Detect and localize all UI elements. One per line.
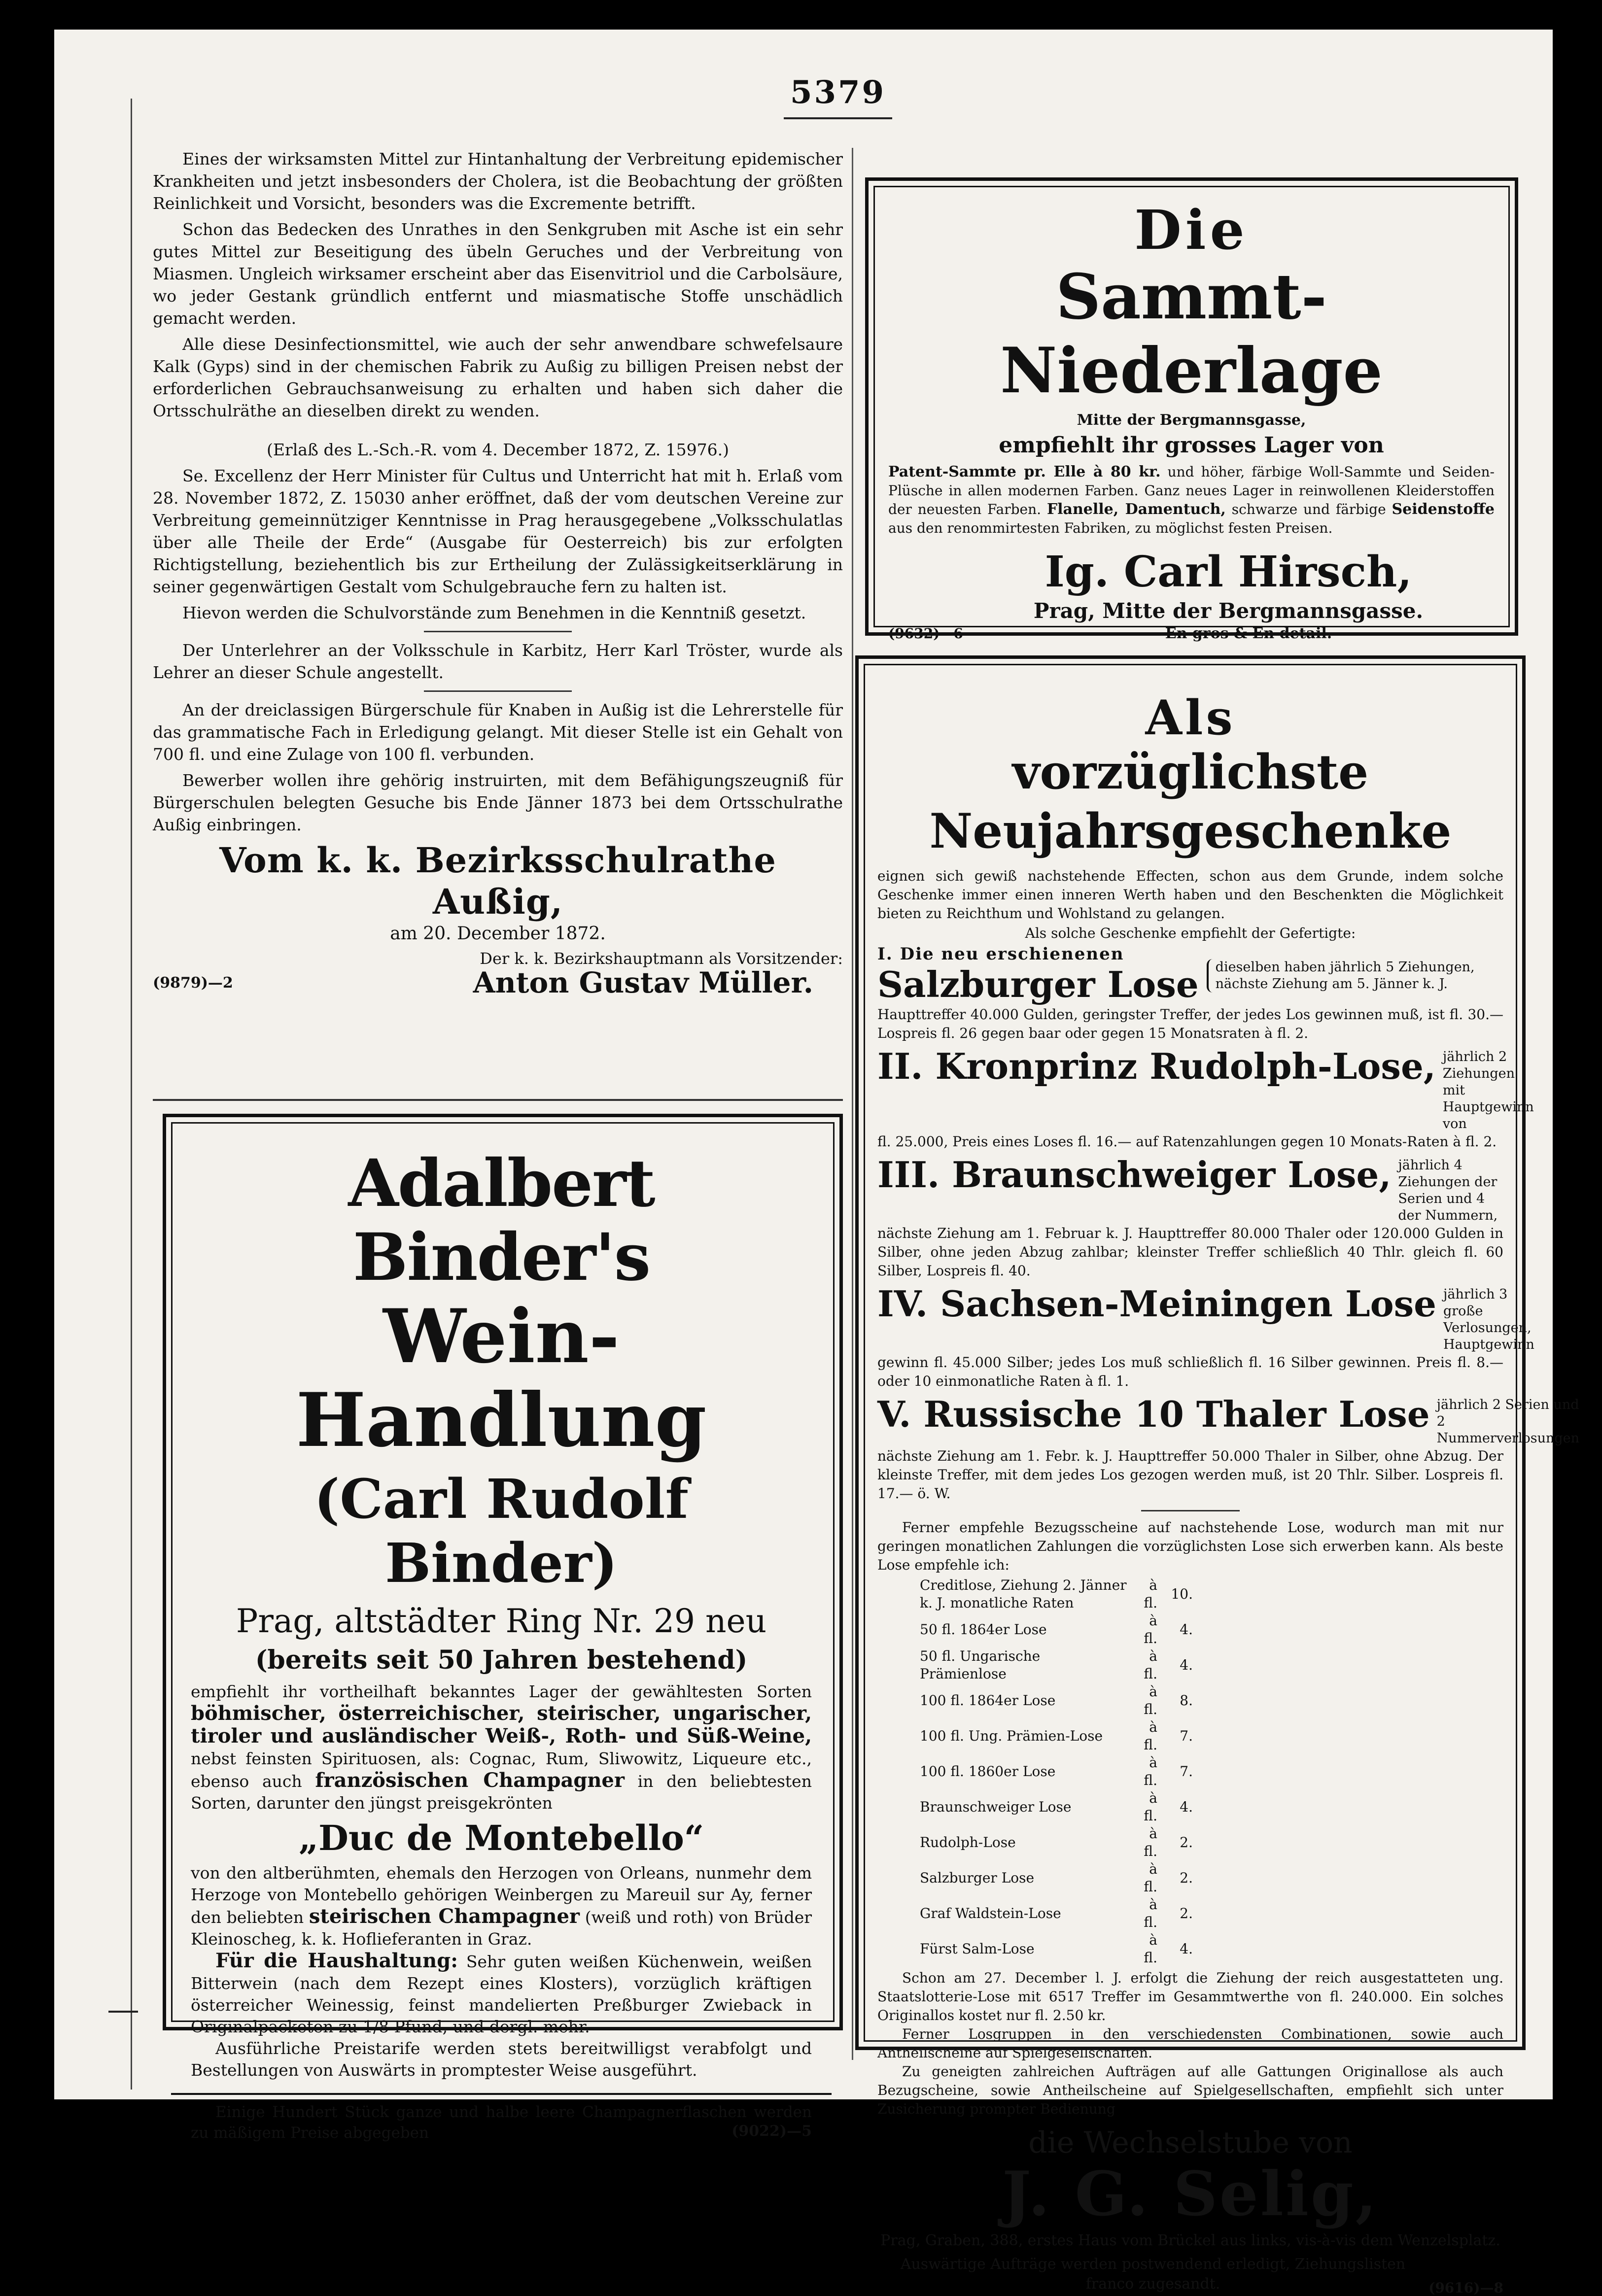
- wine-shop-proprietor: (Carl Rudolf Binder): [314, 1467, 689, 1595]
- rate-amount: 10.: [1171, 1586, 1193, 1602]
- velvet-ad-body: Patent-Sammte pr. Elle à 80 kr. und höher, färbige Woll-Sammte und Seiden-Plüsche in allen modernen Farben. Ganz neues Lager in reinwollenen Kleiderstoffen der neuesten Farben. Flanelle, Damentuch, schwarze und färbige Seidenstoffe aus den renommirtesten Fabriken, zu möglichst festen Preisen.: [888, 463, 1495, 536]
- seller-orders: Auswärtige Aufträge werden postwendend erledigt, Ziehungslisten franco zugesandt.: [900, 2256, 1406, 2293]
- rate-amount: 4.: [1180, 1621, 1193, 1638]
- velvet-ad-firm: Ig. Carl Hirsch,: [1045, 547, 1412, 597]
- notice-teacher: Der Unterlehrer an der Volksschule in Karbitz, Herr Karl Tröster, wurde als Lehrer an dieser Schule angestellt.: [153, 641, 843, 682]
- rate-name: Graf Waldstein-Lose: [920, 1905, 1061, 1921]
- lottery-divider: [1141, 1510, 1240, 1511]
- rate-row: [917, 1896, 1196, 1931]
- lottery-advertisement: [855, 655, 1580, 2296]
- bezugsscheine-intro: Ferner empfehle Bezugsscheine auf nachstehende Lose, wodurch man mit nur geringen monatlichen Zahlungen die vorzüglichsten Lose sich erwerben kann. Als beste Lose empfehle ich:: [877, 1519, 1503, 1573]
- rate-prefix: à fl.: [1144, 1896, 1157, 1930]
- rate-row: [917, 1647, 1196, 1683]
- rate-name: Fürst Salm-Lose: [920, 1941, 1035, 1957]
- lot-kronprinz-desc: fl. 25.000, Preis eines Loses fl. 16.— auf Ratenzahlungen gegen 10 Monats-Raten à fl. 2.: [877, 1133, 1497, 1150]
- lottery-ad-title: vorzüglichste Neujahrsgeschenke: [929, 744, 1452, 859]
- seller-address: Prag, Graben, 388, erstes Haus vom Brückel aus links, vis-à-vis dem Wenzelsplatz.: [880, 2232, 1500, 2249]
- lot-russische-desc: nächste Ziehung am 1. Febr. k. J. Haupttreffer 50.000 Thaler in Silber, ohne Abzug. Der kleinste Treffer, mit dem jedes Los gezogen werden muß, ist 20 Thlr. Silber. Lospreis fl. 17.— ö. W.: [877, 1448, 1503, 1502]
- column-divider: [852, 148, 853, 2060]
- rate-prefix: à fl.: [1144, 1683, 1157, 1717]
- signature-name: Anton Gustav Müller.: [473, 966, 813, 999]
- rate-prefix: à fl.: [1144, 1790, 1157, 1824]
- rate-row: [917, 1789, 1196, 1825]
- velvet-ad-recommend: empfiehlt ihr grosses Lager von: [999, 433, 1384, 458]
- rate-row: [917, 1754, 1196, 1789]
- rate-amount: 7.: [1180, 1728, 1193, 1744]
- lottery-ad-als: Als: [1145, 690, 1236, 746]
- rate-row: [917, 1683, 1196, 1718]
- wine-shop-since: (bereits seit 50 Jahren bestehend): [255, 1645, 748, 1675]
- ad-divider: [171, 2093, 832, 2095]
- page-number-underline: [784, 117, 892, 119]
- rate-amount: 2.: [1180, 1834, 1193, 1851]
- rate-name: Creditlose, Ziehung 2. Jänner k. J. monatliche Raten: [920, 1577, 1127, 1611]
- wine-shop-advertisement: [163, 1114, 843, 2142]
- rate-row: [917, 1825, 1196, 1860]
- seller-name: J. G. Selig,: [1002, 2159, 1379, 2230]
- rates-table: [917, 1576, 1196, 1967]
- rate-prefix: à fl.: [1144, 1932, 1157, 1966]
- lot-salzburger: I. Die neu erschienenen Salzburger Lose dieselben haben jährlich 5 Ziehungen, nächste Ziehung am 5. Jänner k. J.: [877, 944, 1503, 1005]
- lottery-ad-recommend: Als solche Geschenke empfiehlt der Gefertigte:: [1025, 925, 1356, 941]
- decree-notice: Hievon werden die Schulvorstände zum Benehmen in die Kenntniß gesetzt.: [182, 603, 806, 622]
- rate-name: Rudolph-Lose: [920, 1834, 1016, 1851]
- seller-prefix: die Wechselstube von: [1028, 2125, 1353, 2160]
- notice-applicants: Bewerber wollen ihre gehörig instruirten, mit dem Befähigungszeugniß für Bürgerschulen belegten Gesuche bis Ende Jänner 1873 bei dem Ortsschulrathe Außig einbringen.: [153, 771, 843, 834]
- velvet-ad-wholesale: En gros & En detail.: [1165, 625, 1332, 642]
- rate-prefix: à fl.: [1144, 1861, 1157, 1895]
- velvet-ad-title: Sammt-Niederlage: [1000, 260, 1383, 407]
- lot-russische: V. Russische 10 Thaler Lose jährlich 2 Serien und 2 Nummerverlosungen: [877, 1393, 1580, 1446]
- lottery-groups-note: Ferner Losgruppen in den verschiedensten Combinationen, sowie auch Antheilscheine auf Spielgesellschaften.: [877, 2026, 1503, 2061]
- lottery-ad-ref: (9616)—8: [1428, 2280, 1503, 2296]
- wine-shop-description: empfiehlt ihr vortheilhaft bekanntes Lager der gewähltesten Sorten böhmischer, österreichischer, steirischer, ungarischer, tiroler und ausländischer Weiß-, Roth- und Süß-Weine, nebst feinsten Spirituosen, als: Cognac, Rum, Sliwowitz, Liqueure etc., ebenso auch französischen Champagner in den beliebtesten Sorten, darunter den jüngst preisgekrönten: [191, 1682, 812, 1813]
- rate-name: 100 fl. 1860er Lose: [920, 1763, 1056, 1780]
- rate-row: [917, 1612, 1196, 1647]
- rate-amount: 2.: [1180, 1870, 1193, 1886]
- section-divider: [424, 631, 572, 632]
- rate-name: 100 fl. Ung. Prämien-Lose: [920, 1728, 1103, 1744]
- chair-line: Der k. k. Bezirkshauptmann als Vorsitzender:: [480, 949, 843, 968]
- page-number: 5379: [790, 74, 886, 111]
- lottery-orders-note: Zu geneigten zahlreichen Aufträgen auf alle Gattungen Originallose als auch Bezugscheine, sowie Antheilscheine auf Spielgesellschaften, empfiehlt sich unter Zusicherung prompter Bedienung: [877, 2063, 1503, 2117]
- lot-salzburger-desc: Haupttreffer 40.000 Gulden, geringster Treffer, der jedes Los gewinnen muß, ist fl. 30.— Lospreis fl. 26 gegen baar oder gegen 15 Monatsraten à fl. 2.: [877, 1006, 1503, 1041]
- lottery-staats-note: Schon am 27. December l. J. erfolgt die Ziehung der reich ausgestatteten ung. Staatslotterie-Lose mit 6517 Treffer im Gesammtwerthe von fl. 240.000. Ein solches Originallos kostet nur fl. 2.50 kr.: [877, 1970, 1503, 2023]
- issuer-heading: Vom k. k. Bezirksschulrathe Außig,: [219, 840, 776, 922]
- newspaper-page: [54, 30, 1580, 2296]
- notice-date: am 20. December 1872.: [390, 924, 606, 944]
- household-section: Für die Haushaltung: Sehr guten weißen Küchenwein, weißen Bitterwein (nach dem Rezept eines Klosters), vorzüglich kräftigen österreicher Weinessig, feinst mandelierten Preßburger Zwieback in Originalpacketen zu 1/8 Pfund, und dergl. mehr.: [191, 1949, 812, 2036]
- velvet-shop-advertisement: [865, 177, 1518, 642]
- rate-amount: 4.: [1180, 1657, 1193, 1673]
- notice-disinfection-sources: Alle diese Desinfectionsmittel, wie auch der sehr anwendbare schwefelsaure Kalk (Gyps) sind in der chemischen Fabrik zu Außig zu billigen Preisen nebst der erforderlichen Gebrauchsanweisung zu erhalten und haben sich daher die Ortsschulräthe an dieselben direkt zu wenden.: [153, 335, 843, 420]
- rate-amount: 8.: [1180, 1692, 1193, 1709]
- velvet-ad-location: Mitte der Bergmannsgasse,: [1077, 411, 1306, 429]
- lot-braunschweiger-desc: nächste Ziehung am 1. Februar k. J. Haupttreffer 80.000 Thaler oder 120.000 Gulden in Silber, ohne jeden Abzug zahlbar; kleinster Treffer schließlich 40 Thlr. gleich fl. 60 Silber, Lospreis fl. 40.: [877, 1225, 1503, 1279]
- rate-prefix: à fl.: [1144, 1612, 1157, 1646]
- lot-braunschweiger: III. Braunschweiger Lose, jährlich 4 Ziehungen der Serien und 4 der Nummern,: [877, 1154, 1498, 1223]
- rate-amount: 4.: [1180, 1941, 1193, 1957]
- rate-prefix: à fl.: [1144, 1754, 1157, 1788]
- lot-sachsen-meiningen-desc: gewinn fl. 45.000 Silber; jedes Los muß schließlich fl. 16 Silber gewinnen. Preis fl. 8.— oder 10 einmonatliche Raten à fl. 1.: [877, 1354, 1503, 1389]
- wine-shop-address: Prag, altstädter Ring Nr. 29 neu: [236, 1602, 767, 1640]
- rate-row: [917, 1718, 1196, 1754]
- rate-name: 50 fl. Ungarische Prämienlose: [920, 1648, 1041, 1682]
- lot-sachsen-meiningen: IV. Sachsen-Meiningen Lose jährlich 3 große Verlosungen, Hauptgewinn: [877, 1283, 1534, 1352]
- rate-amount: 2.: [1180, 1905, 1193, 1921]
- velvet-ad-die: Die: [1134, 198, 1249, 262]
- notice-cholera: Eines der wirksamsten Mittel zur Hintanhaltung der Verbreitung epidemischer Krankheiten und jetzt insbesonders der Cholera, ist die Beobachtung der größten Reinlichkeit und Vorsicht, besonders was die Excremente betrifft.: [153, 149, 843, 213]
- decree-atlas: Se. Excellenz der Herr Minister für Cultus und Unterricht hat mit h. Erlaß vom 28. November 1872, Z. 15030 anher eröffnet, daß der vom deutschen Vereine zur Verbreitung gemeinnütziger Kenntnisse in Prag herausgegebene „Volksschulatlas über alle Theile der Erde“ (Ausgabe für Oesterreich) bis zur erfolgten Richtigstellung, beziehentlich bis zur Ertheilung der Zulässigkeitserklärung in seiner gegenwärtigen Gestalt vom Schulgebrauche fern zu halten ist.: [153, 466, 843, 596]
- column-end-rule: [153, 1099, 843, 1101]
- wine-shop-owner-name: Adalbert Binder's: [348, 1145, 655, 1296]
- rate-name: Salzburger Lose: [920, 1870, 1035, 1886]
- rate-amount: 7.: [1180, 1763, 1193, 1780]
- notice-disinfection-ash: Schon das Bedecken des Unrathes in den Senkgruben mit Asche ist ein sehr gutes Mittel zur Beseitigung des übeln Geruches und der Verbreitung von Miasmen. Ungleich wirksamer erscheint aber das Eisenvitriol und die Carbolsäure, wo jeder Gestank gründlich entfernt und miasmatische Stoffe unschädlich gemacht werden.: [153, 220, 843, 328]
- section-divider: [424, 690, 572, 692]
- rate-prefix: à fl.: [1144, 1825, 1157, 1859]
- champagne-description: von den altberühmten, ehemals den Herzogen von Orleans, nunmehr dem Herzoge von Montebello gehörigen Weinbergen zu Mareuil sur Ay, ferner den beliebten steirischen Champagner (weiß und roth) von Brüder Kleinoscheg, k. k. Hoflieferanten in Graz.: [191, 1863, 812, 1949]
- rate-prefix: à fl.: [1144, 1719, 1157, 1753]
- official-notices-column: [153, 148, 843, 999]
- notice-ref: (9879)—2: [153, 974, 233, 992]
- rate-amount: 4.: [1180, 1799, 1193, 1815]
- rate-row: [917, 1931, 1196, 1967]
- lottery-ad-intro: eignen sich gewiß nachstehende Effecten, schon aus dem Grunde, indem solche Geschenke immer einen inneren Werth haben und den Beschenkten die Möglichkeit bieten zu Reichthum und Wohlstand zu gelangen.: [877, 868, 1503, 922]
- velvet-ad-ref: (9632)—6: [888, 625, 963, 642]
- left-edge-rule: [131, 99, 132, 2090]
- price-list-note: Ausführliche Preistarife werden stets bereitwilligst verabfolgt und Bestellungen von Auswärts in promptester Weise ausgeführt.: [191, 2039, 812, 2080]
- rate-row: [917, 1860, 1196, 1896]
- velvet-ad-address: Prag, Mitte der Bergmannsgasse.: [1033, 599, 1424, 623]
- wine-ad-ref: (9022)—5: [731, 2123, 812, 2140]
- rate-row: [917, 1576, 1196, 1612]
- lot-kronprinz: II. Kronprinz Rudolph-Lose, jährlich 2 Ziehungen mit Hauptgewinn von: [877, 1045, 1534, 1131]
- rate-prefix: à fl.: [1144, 1577, 1157, 1611]
- decree-heading: (Erlaß des L.-Sch.-R. vom 4. December 1872, Z. 15976.): [266, 440, 730, 459]
- margin-dash: [108, 2011, 138, 2013]
- rate-name: 100 fl. 1864er Lose: [920, 1692, 1056, 1709]
- rate-name: 50 fl. 1864er Lose: [920, 1621, 1047, 1638]
- bottles-note: Einige Hundert Stück ganze und halbe leere Champagnerflaschen werden zu mäßigem Preise abgegeben: [191, 2103, 812, 2142]
- wine-shop-title: Wein-Handlung: [296, 1293, 707, 1464]
- notice-vacancy: An der dreiclassigen Bürgerschule für Knaben in Außig ist die Lehrerstelle für das grammatische Fach in Erledigung gelangt. Mit dieser Stelle ist ein Gehalt von 700 fl. und eine Zulage von 100 fl. verbunden.: [153, 700, 843, 764]
- rate-prefix: à fl.: [1144, 1648, 1157, 1682]
- rate-name: Braunschweiger Lose: [920, 1799, 1072, 1815]
- champagne-brand: „Duc de Montebello“: [298, 1817, 704, 1858]
